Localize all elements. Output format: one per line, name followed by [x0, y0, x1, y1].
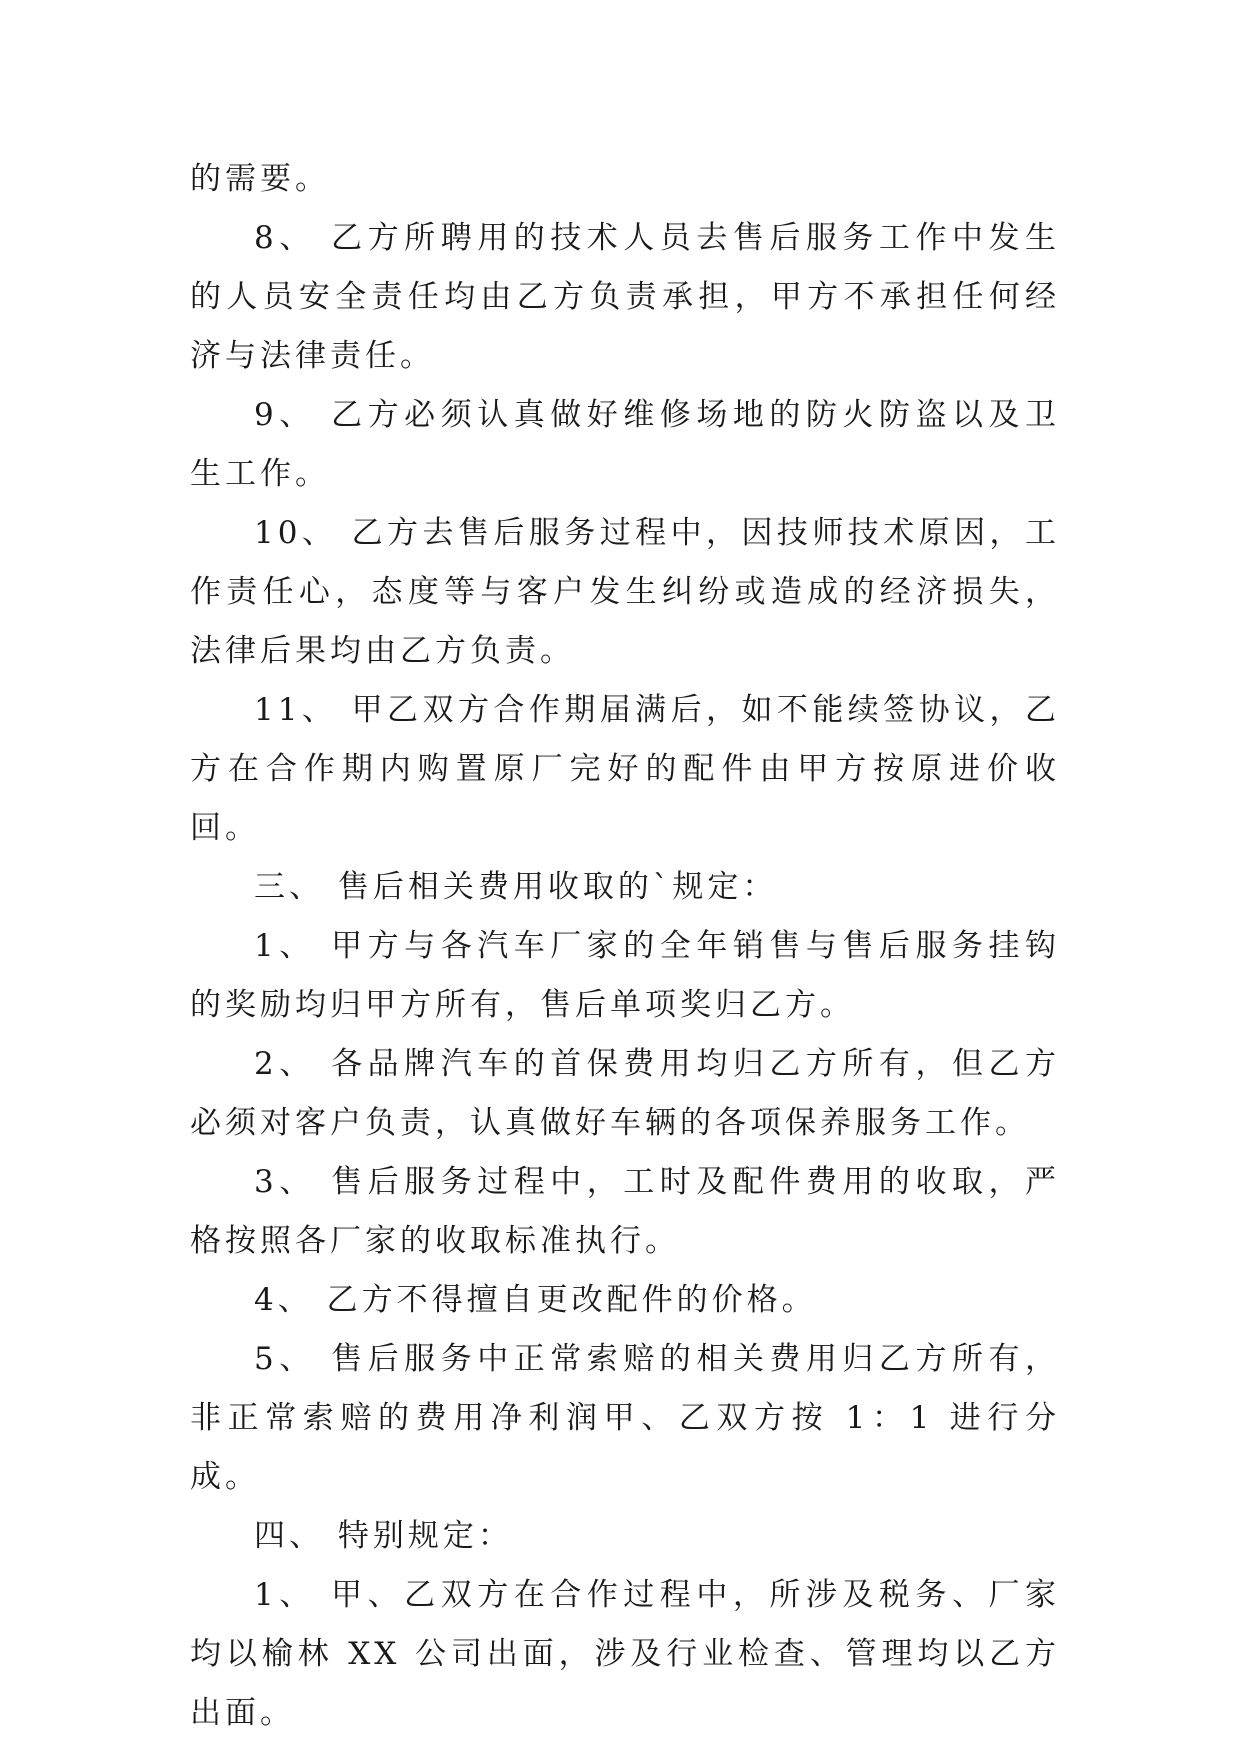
document-body — [190, 150, 1060, 1743]
section-heading-4: 四、 特别规定： — [254, 1518, 513, 1554]
paragraph-section3-clause-5: 5、 售后服务中正常索赔的相关费用归乙方所有，非正常索赔的费用净利润甲、乙双方按 1：1 进行分成。 — [190, 1341, 1060, 1495]
section-heading-3: 三、 售后相关费用收取的`规定： — [254, 869, 778, 905]
paragraph-section3-clause-1: 1、 甲方与各汽车厂家的全年销售与售后服务挂钩的奖励均归甲方所有，售后单项奖归乙方。 — [190, 928, 1060, 1023]
paragraph-section3-clause-2: 2、 各品牌汽车的首保费用均归乙方所有，但乙方必须对客户负责，认真做好车辆的各项保养服务工作。 — [190, 1046, 1060, 1141]
paragraph-clause-8: 8、 乙方所聘用的技术人员去售后服务工作中发生的人员安全责任均由乙方负责承担，甲方不承担任何经济与法律责任。 — [190, 220, 1060, 374]
paragraph-clause-9: 9、 乙方必须认真做好维修场地的防火防盗以及卫生工作。 — [190, 397, 1060, 492]
paragraph-section4-clause-1: 1、 甲、乙双方在合作过程中，所涉及税务、厂家均以榆林 XX 公司出面，涉及行业检查、管理均以乙方出面。 — [190, 1577, 1060, 1731]
paragraph-continuation: 的需要。 — [190, 161, 330, 197]
paragraph-section3-clause-3: 3、 售后服务过程中，工时及配件费用的收取，严格按照各厂家的收取标准执行。 — [190, 1164, 1060, 1259]
paragraph-clause-10: 10、 乙方去售后服务过程中，因技师技术原因，工作责任心，态度等与客户发生纠纷或造成的经济损失，法律后果均由乙方负责。 — [190, 515, 1060, 669]
paragraph-clause-11: 11、 甲乙双方合作期届满后，如不能续签协议，乙方在合作期内购置原厂完好的配件由甲方按原进价收回。 — [190, 692, 1060, 846]
paragraph-section3-clause-4: 4、 乙方不得擅自更改配件的价格。 — [254, 1282, 817, 1318]
